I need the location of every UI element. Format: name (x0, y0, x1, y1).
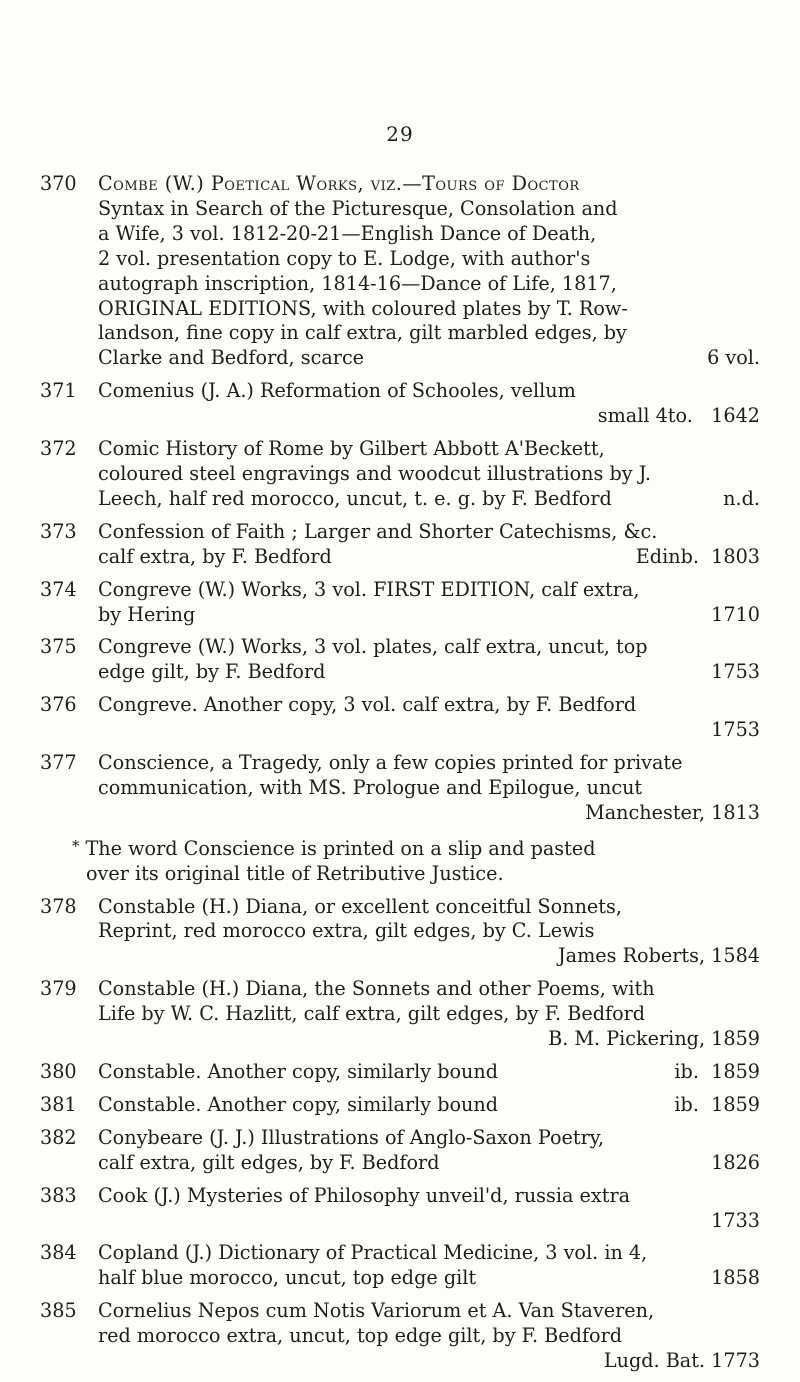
entry-number: 376 (40, 693, 77, 717)
entry-number: 378 (40, 894, 77, 918)
entry-year: 1858 (711, 1266, 760, 1290)
catalogue-entry (40, 693, 760, 743)
entry-number: 380 (40, 1060, 77, 1083)
entry-number: 370 (40, 172, 77, 195)
entry-line: Congreve (W.) Works, 3 vol. FIRST EDITION, calf extra, (98, 577, 640, 601)
entry-line: Conscience, a Tragedy, only a few copies printed for private (98, 751, 683, 775)
entry-line: calf extra, by F. Bedford (98, 544, 332, 568)
entry-number: 374 (40, 577, 77, 601)
entry-place: Edinb. (635, 544, 699, 568)
entry-number: 382 (40, 1125, 77, 1149)
entry-line: Reprint, red morocco extra, gilt edges, by C. Lewis (98, 919, 595, 943)
entry-line: calf extra, gilt edges, by F. Bedford (98, 1150, 440, 1174)
entry-year: n.d. (723, 486, 760, 510)
entry-year: 1753 (711, 718, 760, 742)
entry-imprint: Lugd. Bat. 1773 (603, 1349, 760, 1373)
entry-line: Conybeare (J. J.) Illustrations of Anglo-Saxon Poetry, (98, 1125, 605, 1149)
catalogue-entry (40, 437, 760, 512)
catalogue-entry (40, 977, 760, 1052)
entry-imprint: James Roberts, 1584 (557, 944, 760, 968)
entry-number: 377 (40, 751, 77, 775)
entry-number: 385 (40, 1299, 77, 1323)
entry-number: 383 (40, 1183, 77, 1207)
entry-line: Combe (W.) Poetical Works, viz.—Tours of Doctor (98, 172, 580, 195)
entry-line: Life by W. C. Hazlitt, calf extra, gilt edges, by F. Bedford (98, 1002, 646, 1026)
entry-line: red morocco extra, uncut, top edge gilt, by F. Bedford (98, 1324, 623, 1348)
entry-line: coloured steel engravings and woodcut illustrations by J. (98, 461, 651, 485)
entry-line: Comenius (J. A.) Reformation of Schooles, vellum (98, 379, 576, 403)
catalogue-entry (40, 1299, 760, 1374)
entry-place: ib. (674, 1092, 699, 1116)
page-number: 29 (386, 122, 414, 146)
entry-year: 1642 (711, 404, 760, 428)
entry-line: Constable. Another copy, similarly bound (98, 1092, 499, 1116)
catalogue-entry (40, 1126, 760, 1176)
entry-line: Constable. Another copy, similarly bound (98, 1060, 499, 1083)
entry-place: ib. (674, 1060, 699, 1083)
entry-number: 379 (40, 977, 77, 1001)
entry-line: Cornelius Nepos cum Notis Variorum et A. Van Staveren, (98, 1299, 655, 1323)
catalogue-entry (40, 895, 760, 970)
entry-line: Cook (J.) Mysteries of Philosophy unveil'd, russia extra (98, 1183, 631, 1207)
entry-year: 1710 (711, 602, 760, 626)
catalogue-entry (40, 751, 760, 826)
entry-number: 375 (40, 635, 77, 659)
entry-line: Clarke and Bedford, scarce (98, 346, 365, 370)
catalogue-entry (40, 578, 760, 628)
entry-line: Confession of Faith ; Larger and Shorter Catechisms, &c. (98, 519, 658, 543)
catalogue-note (40, 834, 760, 887)
entry-line: Leech, half red morocco, uncut, t. e. g. by F. Bedford (98, 486, 612, 510)
entry-line: Congreve (W.) Works, 3 vol. plates, calf extra, uncut, top (98, 635, 648, 659)
entry-line: communication, with MS. Prologue and Epilogue, uncut (98, 775, 643, 799)
catalogue-entry (40, 635, 760, 685)
entry-imprint: B. M. Pickering, 1859 (548, 1027, 760, 1051)
note-line: The word Conscience is printed on a slip and pasted (85, 836, 596, 860)
entry-line: half blue morocco, uncut, top edge gilt (98, 1266, 477, 1290)
catalogue-entry (40, 1060, 760, 1085)
entry-line: Constable (H.) Diana, the Sonnets and other Poems, with (98, 977, 655, 1001)
entry-line: a Wife, 3 vol. 1812-20-21—English Dance of Death, (98, 221, 597, 245)
catalogue-entries (40, 172, 760, 1382)
entry-year: 1859 (711, 1060, 760, 1083)
entry-line: edge gilt, by F. Bedford (98, 660, 326, 684)
entry-format: small 4to. (597, 404, 693, 428)
entry-line: Congreve. Another copy, 3 vol. calf extra, by F. Bedford (98, 693, 637, 717)
catalogue-entry (40, 172, 760, 371)
entry-line: autograph inscription, 1814-16—Dance of Life, 1817, (98, 271, 617, 295)
note-line: over its original title of Retributive Justice. (86, 861, 504, 885)
entry-line: Copland (J.) Dictionary of Practical Medicine, 3 vol. in 4, (98, 1241, 648, 1265)
entry-volumes: 6 vol. (707, 346, 760, 370)
entry-line: Syntax in Search of the Picturesque, Consolation and (98, 196, 618, 220)
entry-line: by Hering (98, 602, 196, 626)
catalogue-entry (40, 379, 760, 429)
entry-line: ORIGINAL EDITIONS, with coloured plates by T. Row- (98, 296, 628, 320)
entry-line: 2 vol. presentation copy to E. Lodge, with author's (98, 246, 591, 270)
entry-number: 371 (40, 379, 77, 403)
entry-number: 372 (40, 437, 77, 461)
entry-year: 1859 (711, 1092, 760, 1116)
entry-number: 381 (40, 1092, 77, 1116)
catalogue-entry (40, 520, 760, 570)
entry-line: Constable (H.) Diana, or excellent conceitful Sonnets, (98, 894, 622, 918)
entry-number: 373 (40, 519, 77, 543)
catalogue-entry (40, 1093, 760, 1118)
entry-number: 384 (40, 1241, 77, 1265)
entry-year: 1803 (711, 544, 760, 568)
entry-imprint: Manchester, 1813 (585, 800, 760, 824)
catalogue-entry (40, 1241, 760, 1291)
entry-line: landson, fine copy in calf extra, gilt marbled edges, by (98, 321, 627, 345)
note-asterisk: * (72, 836, 80, 855)
entry-year: 1733 (711, 1208, 760, 1232)
entry-line: Comic History of Rome by Gilbert Abbott A'Beckett, (98, 437, 605, 461)
catalogue-entry (40, 1184, 760, 1234)
entry-year: 1753 (711, 660, 760, 684)
entry-year: 1826 (711, 1150, 760, 1174)
